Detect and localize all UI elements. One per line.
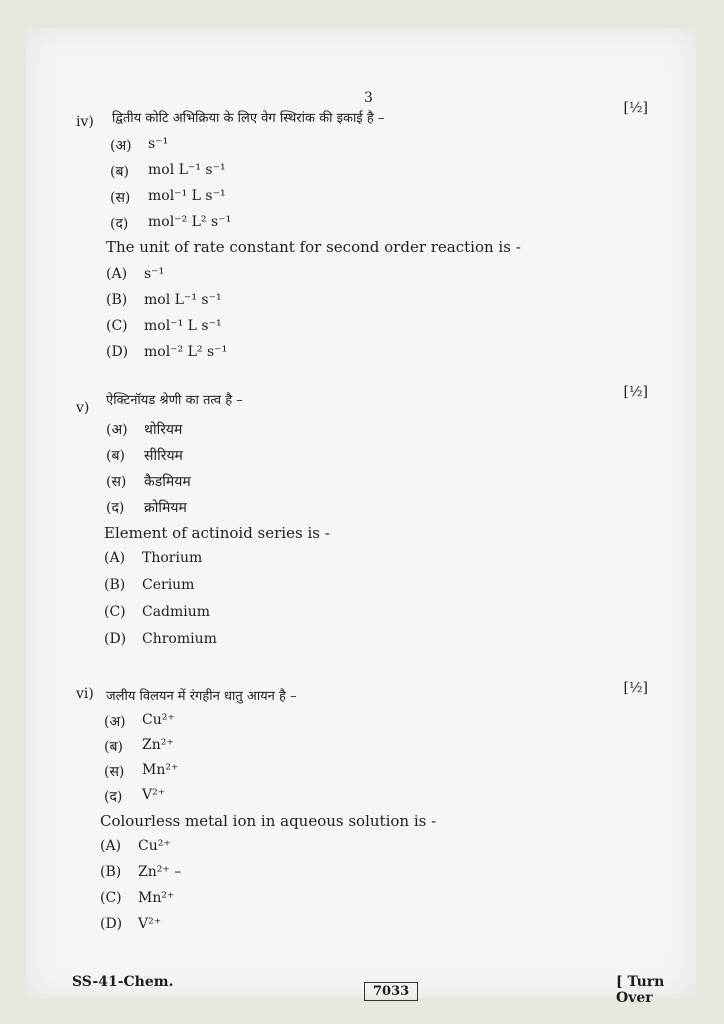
question-4-hindi: द्वितीय कोटि अभिक्रिया के लिए वेग स्थिरांक की इकाई है – <box>112 111 385 126</box>
question-5-marks: [½] <box>623 384 648 400</box>
q5-hindi-option-2 <box>106 446 183 465</box>
option-text: s⁻¹ <box>144 266 165 282</box>
option-text: mol⁻² L² s⁻¹ <box>144 344 228 360</box>
option-text: V²⁺ <box>142 787 166 803</box>
option-text: थोरियम <box>144 422 183 438</box>
question-6-english: Colourless metal ion in aqueous solution is - <box>100 812 437 830</box>
option-label: (B) <box>104 577 126 593</box>
q5-english-option-c <box>104 604 210 620</box>
question-6-marks: [½] <box>623 680 648 696</box>
option-label: (स) <box>110 190 131 206</box>
option-label: (C) <box>104 604 126 620</box>
option-label: (C) <box>100 890 122 906</box>
question-6-number: vi) <box>76 686 94 702</box>
q5-hindi-option-4 <box>106 498 187 517</box>
page-number: 3 <box>364 90 373 106</box>
option-label: (D) <box>104 631 127 647</box>
turn-over-label: [ Turn Over <box>616 974 665 1006</box>
center-code-box: 7033 <box>364 982 418 1001</box>
exam-page <box>26 28 696 1006</box>
option-label: (द) <box>104 789 123 805</box>
option-text: क्रोमियम <box>144 500 187 516</box>
q5-english-option-a <box>104 550 202 566</box>
option-text: Zn²⁺ – <box>138 864 182 880</box>
option-text: Chromium <box>142 631 217 647</box>
q4-hindi-option-1 <box>110 136 168 155</box>
option-label: (अ) <box>104 714 126 730</box>
option-label: (स) <box>104 764 125 780</box>
q5-hindi-option-3 <box>106 472 191 491</box>
q4-hindi-option-2 <box>110 162 226 181</box>
q6-hindi-option-3 <box>104 762 178 781</box>
question-4-number: iv) <box>76 114 94 130</box>
option-text: s⁻¹ <box>148 136 169 152</box>
option-label: (D) <box>100 916 123 932</box>
q5-english-option-b <box>104 577 194 593</box>
option-label: (D) <box>106 344 129 360</box>
option-text: mol L⁻¹ s⁻¹ <box>144 292 222 308</box>
q6-hindi-option-2 <box>104 737 174 756</box>
q6-hindi-option-1 <box>104 712 175 731</box>
option-label: (B) <box>106 292 128 308</box>
option-text: mol L⁻¹ s⁻¹ <box>148 162 226 178</box>
option-text: कैडमियम <box>144 474 191 490</box>
q5-english-option-d <box>104 631 217 647</box>
option-label: (A) <box>100 838 122 854</box>
q4-english-option-c <box>106 318 222 334</box>
option-label: (अ) <box>106 422 128 438</box>
option-text: Cadmium <box>142 604 211 620</box>
question-4-marks: [½] <box>623 100 648 116</box>
question-5-english: Element of actinoid series is - <box>104 524 330 542</box>
option-text: V²⁺ <box>138 916 162 932</box>
q4-english-option-d <box>106 344 227 360</box>
q4-hindi-option-3 <box>110 188 226 207</box>
question-4-english: The unit of rate constant for second order reaction is - <box>106 238 521 256</box>
q6-english-option-a <box>100 838 171 854</box>
option-text: Mn²⁺ <box>142 762 179 778</box>
q6-hindi-option-4 <box>104 787 165 806</box>
option-text: mol⁻¹ L s⁻¹ <box>148 188 226 204</box>
option-label: (A) <box>106 266 128 282</box>
option-text: सीरियम <box>144 448 183 464</box>
option-text: Mn²⁺ <box>138 890 175 906</box>
option-label: (स) <box>106 474 127 490</box>
q4-english-option-b <box>106 292 222 308</box>
q4-hindi-option-4 <box>110 214 231 233</box>
option-text: Cerium <box>142 577 195 593</box>
option-text: mol⁻² L² s⁻¹ <box>148 214 232 230</box>
option-label: (अ) <box>110 138 132 154</box>
q5-hindi-option-1 <box>106 420 182 439</box>
option-label: (ब) <box>104 739 123 755</box>
question-6-hindi: जलीय विलयन में रंगहीन धातु आयन है – <box>106 689 297 704</box>
option-label: (B) <box>100 864 122 880</box>
paper-code: SS-41-Chem. <box>72 974 174 990</box>
option-text: mol⁻¹ L s⁻¹ <box>144 318 222 334</box>
q4-english-option-a <box>106 266 164 282</box>
option-text: Cu²⁺ <box>142 712 175 728</box>
option-text: Thorium <box>142 550 203 566</box>
option-label: (द) <box>106 500 125 516</box>
question-5-hindi: ऐक्टिनॉयड श्रेणी का तत्व है – <box>106 393 243 408</box>
option-text: Cu²⁺ <box>138 838 171 854</box>
q6-english-option-c <box>100 890 174 906</box>
option-label: (ब) <box>110 164 129 180</box>
q6-english-option-b <box>100 864 181 880</box>
option-text: Zn²⁺ <box>142 737 174 753</box>
option-label: (द) <box>110 216 129 232</box>
question-5-number: v) <box>76 400 90 416</box>
option-label: (C) <box>106 318 128 334</box>
q6-english-option-d <box>100 916 161 932</box>
option-label: (ब) <box>106 448 125 464</box>
option-label: (A) <box>104 550 126 566</box>
